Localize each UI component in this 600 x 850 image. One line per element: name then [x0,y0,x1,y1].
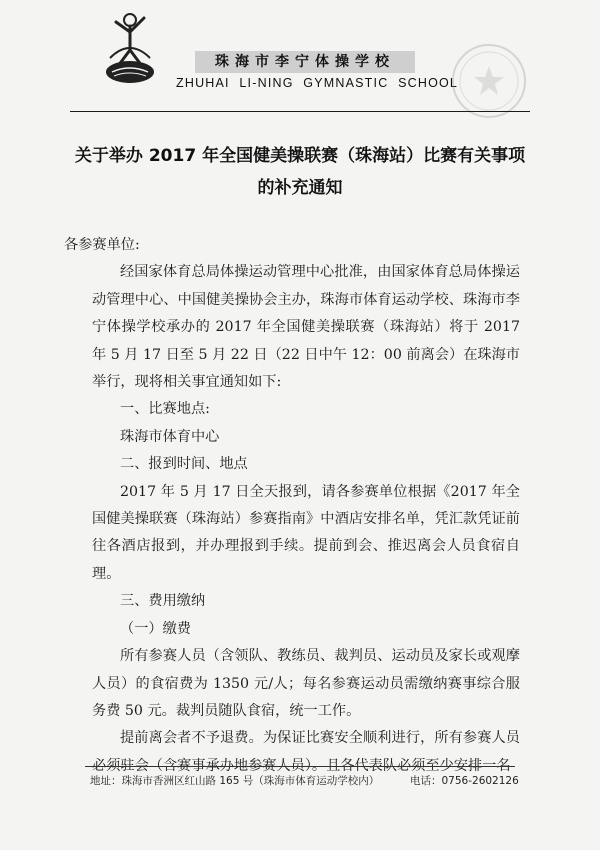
section3-heading: 三、费用缴纳 [120,593,206,610]
title-line-1: 关于举办 2017 年全国健美操联赛（珠海站）比赛有关事项 [74,146,526,166]
section1-heading: 一、比赛地点: [120,401,210,418]
salutation: 各参赛单位: [64,237,140,253]
footer-phone: 电话：0756-2602126 [410,775,519,787]
letterhead-divider [70,111,530,112]
intro-paragraph: 经国家体育总局体操运动管理中心批准，由国家体育总局体操运动管理中心、中国健美操协会主办，珠海市体育运动学校、珠海市李宁体操学校承办的 2017 年全国健美操联赛（珠海站）将于 2017 年 5 月 17 日至 5 月 22 日（22 日中午 12：00 前离会）在珠海市举行，现将相关事宜通知如下: [92,264,520,391]
school-name-cn: 珠海市李宁体操学校 [195,51,415,73]
title-line-2: 的补充通知 [257,178,343,198]
section2-text: 2017 年 5 月 17 日全天报到，请各参赛单位根据《2017 年全国健美操联赛（珠海站）参赛指南》中酒店安排名单，凭汇款凭证前往各酒店报到，并办理报到手续。提前到会、推迟离会人员食宿自理。 [92,483,520,582]
document-title [60,140,540,204]
footer-divider [85,766,515,767]
letterhead [0,0,600,130]
section1-text: 珠海市体育中心 [120,428,220,445]
section3-sub-heading: （一）缴费 [120,620,191,637]
section3-text-1: 所有参赛人员（含领队、教练员、裁判员、运动员及家长或观摩人员）的食宿费为 1350 元/人；每名参赛运动员需缴纳赛事综合服务费 50 元。裁判员随队食宿，统一工作。 [92,648,520,719]
section3-text-2: 提前离会者不予退费。为保证比赛安全顺利进行，所有参赛人员必须驻会（含赛事承办地参赛人员）。且各代表队必须至少安排一名 [92,730,520,774]
section2-heading: 二、报到时间、地点 [120,456,248,473]
gymnast-logo-icon [100,8,160,86]
document-body [64,232,520,780]
faint-seal-icon [448,40,530,122]
footer-address: 地址：珠海市香洲区红山路 165 号（珠海市体育运动学校内） [90,775,380,787]
school-name-en: ZHUHAI LI-NING GYMNASTIC SCHOOL [176,76,459,90]
